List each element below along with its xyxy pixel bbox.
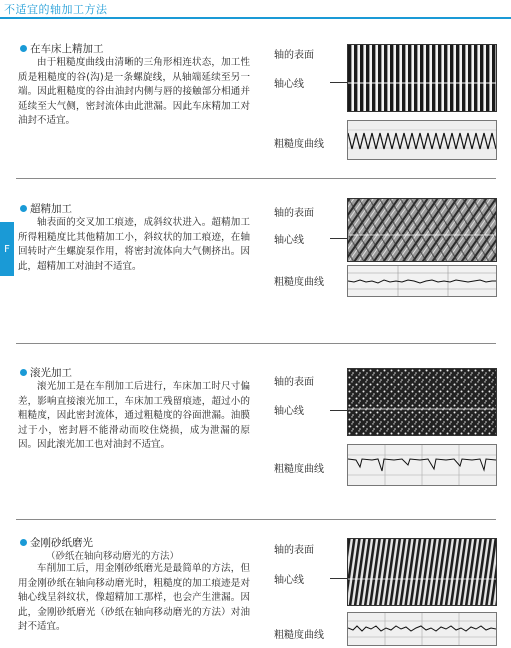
label-shaft-axis: 轴心线 (274, 235, 304, 246)
axis-pointer (330, 410, 348, 411)
label-shaft-surface: 轴的表面 (274, 545, 314, 556)
bullet-dot-icon (20, 539, 27, 546)
surface-image-superfinish (347, 198, 497, 262)
roughness-chart-lathe (347, 120, 497, 160)
label-roughness-curve: 粗糙度曲线 (274, 139, 324, 150)
roughness-chart-emery (347, 612, 497, 646)
label-shaft-axis: 轴心线 (274, 406, 304, 417)
label-shaft-surface: 轴的表面 (274, 50, 314, 61)
label-roughness-curve: 粗糙度曲线 (274, 464, 324, 475)
section-subtitle-emery: （砂纸在轴向移动磨光的方法） (46, 551, 180, 562)
bullet-dot-icon (20, 45, 27, 52)
label-shaft-surface: 轴的表面 (274, 377, 314, 388)
section-body-lathe: 由于粗糙度曲线由清晰的三角形相连状态，加工性质是粗糙度的谷(沟)是一条螺旋线，从轴端延续至另一端。因此粗糙度的谷由油封内侧与唇的接触部分相通并延续至大气侧，密封流体由此泄漏。因此车床精加工对油封不适宜。 (18, 57, 250, 127)
bullet-dot-icon (20, 205, 27, 212)
surface-texture-emery (348, 539, 496, 605)
roughness-chart-burnish (347, 444, 497, 486)
axis-pointer (330, 238, 348, 239)
section-divider (16, 178, 496, 179)
label-shaft-axis: 轴心线 (274, 575, 304, 586)
section-divider (16, 519, 496, 520)
page-header (0, 0, 511, 18)
side-tab: F (0, 222, 14, 276)
roughness-chart-superfinish (347, 265, 497, 297)
surface-image-burnish (347, 368, 497, 436)
section-body-burnish: 滚光加工是在车削加工后进行，车床加工时尺寸偏差，影响直接滚光加工，车床加工残留痕迹，超过小的粗糙度，因此密封流体，通过粗糙度的谷面泄漏。油膜过于小，密封唇不能滑动而咬住烧损，成为泄漏的原因。因此滚光加工也对油封不适宜。 (18, 381, 250, 451)
surface-image-lathe (347, 44, 497, 112)
roughness-trace-superfinish (348, 266, 496, 296)
roughness-trace-lathe (348, 121, 496, 159)
axis-pointer (330, 82, 348, 83)
surface-texture-burnish (348, 369, 496, 435)
roughness-trace-emery (348, 613, 496, 645)
header-rule (0, 17, 511, 19)
section-body-emery: 车削加工后，用金刚砂纸磨光是最简单的方法，但用金刚砂纸在轴向移动磨光时，粗糙度的加工痕迹是对轴心线呈斜纹状，像超精加工那样，也会产生泄漏。因此，金刚砂纸磨光（砂纸在轴向移动磨光的方法）对油封不适宜。 (18, 563, 250, 633)
section-title-lathe: 在车床上精加工 (20, 41, 104, 56)
page-title: 不适宜的轴加工方法 (4, 3, 108, 16)
surface-texture-superfinish (348, 199, 496, 261)
section-title-superfinish: 超精加工 (20, 201, 72, 216)
label-roughness-curve: 粗糙度曲线 (274, 277, 324, 288)
label-shaft-surface: 轴的表面 (274, 208, 314, 219)
label-roughness-curve: 粗糙度曲线 (274, 630, 324, 641)
label-shaft-axis: 轴心线 (274, 79, 304, 90)
roughness-trace-burnish (348, 445, 496, 485)
bullet-dot-icon (20, 369, 27, 376)
surface-texture-lathe (348, 45, 496, 111)
section-title-emery: 金刚砂纸磨光 (20, 535, 93, 550)
section-body-superfinish: 轴表面的交叉加工痕迹，成斜纹状进入。超精加工所得粗糙度比其他精加工小，斜纹状的加工痕迹，在轴回转时产生螺旋泵作用，将密封流体向大气侧挤出。因此，超精加工对油封不适宜。 (18, 217, 250, 272)
section-title-burnish: 滚光加工 (20, 365, 72, 380)
section-divider (16, 343, 496, 344)
surface-image-emery (347, 538, 497, 606)
axis-pointer (330, 578, 348, 579)
